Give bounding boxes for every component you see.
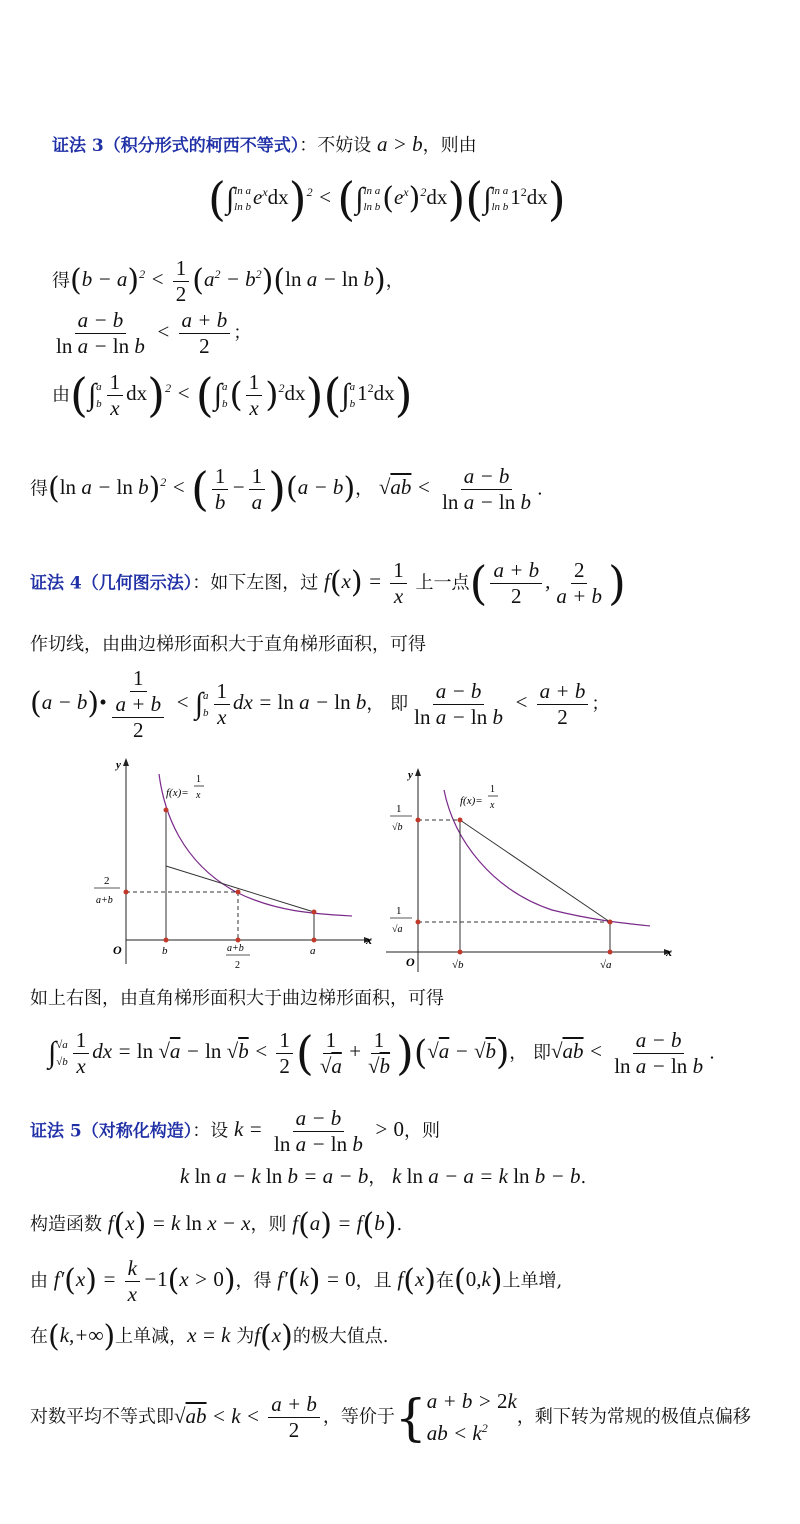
method5-title: 证法 5（对称化构造）: [30, 1121, 193, 1142]
ji-text: 即: [390, 693, 409, 715]
construct-text-1: 构造函数: [30, 1213, 108, 1235]
y-tick1-den: √b: [392, 822, 403, 833]
final-line: 对数平均不等式即√ab < k < $\frac{a + b}{2}$ ，等价于 { a + b > 2k ab < $k^2$ ，剩下转为常规的极值点偏移: [30, 1388, 751, 1447]
y-tick1-num: 1: [396, 803, 402, 815]
method4-heading-line: 证法 4（几何图示法）：如下左图，过 f(x) = $\frac{1}{x}$ 上一点( $\frac{a + b}{2}$ , $\frac{2}{a + b}$ ): [30, 556, 626, 611]
period-3: .: [580, 1167, 587, 1188]
wei-text: 为: [236, 1325, 255, 1347]
method3-intro-text: 不妨设: [317, 135, 377, 156]
x-tick-a: a: [310, 945, 316, 957]
x-tick-mid-den: 2: [235, 960, 240, 971]
method4-title: 证法 4（几何图示法）: [30, 573, 193, 594]
method4-line2: 作切线，由曲边梯形面积大于直角梯形面积，可得: [30, 634, 426, 655]
x-tick-sqrt-a: √a: [600, 959, 612, 971]
method3-title: 证法 3（积分形式的柯西不等式）: [52, 136, 300, 156]
you-text: 由: [52, 384, 70, 406]
period-2: .: [709, 1042, 715, 1064]
log-mean-le-arith-mean: $\frac{a - b}{\text{ln a − ln b}}$ < $\frac{a + b}{2}$ ；: [56, 308, 252, 358]
function-label-right: f(x)=: [460, 795, 483, 807]
geometric-mean-inequality: 得(ln a − ln b)$^2$ < ( $\frac{1}{b}$ − $\frac{1}{a}$ )(a − b)， √ab < $\frac{a - b}{\text{ln a − ln b}}$ .: [30, 462, 543, 517]
method5-heading-line: 证法 5（对称化构造）：设 k = $\frac{a - b}{\text{ln a − ln b}}$ > 0，则: [30, 1106, 441, 1156]
method3-intro-text-2: ，则由: [422, 135, 477, 156]
comma-3: ，: [366, 693, 385, 715]
condition-a-gt-b: a > b: [376, 132, 423, 156]
right-graph: [382, 760, 682, 980]
y-tick-num: 2: [104, 875, 110, 887]
method4-intro-2: 上一点: [409, 572, 470, 594]
trapezoid-inequality: (a − b)• $\frac{1}{\frac{a + b}{2}}$ < ∫ a b $\frac{1}{x}$ dx = ln a − ln b， 即 $\frac{a - b}{\text{ln a − ln b}}$ < $\frac{a + b}{2}$ ；: [30, 666, 610, 742]
colon: ：: [299, 135, 318, 156]
de-text-3: ，得: [235, 1270, 278, 1292]
de-text: 得: [52, 270, 70, 292]
function-label: f(x)=: [166, 787, 189, 799]
ji-text-2: 即: [533, 1042, 551, 1064]
function-frac-num-right: 1: [490, 784, 495, 795]
construct-function-line: 构造函数 f(x) = k ln x − x，则 f(a) = f(b).: [30, 1207, 403, 1242]
comma-5: ，: [368, 1167, 387, 1188]
y-axis-label-right: y: [408, 769, 413, 781]
comma-2: ，: [355, 478, 374, 500]
derived-inequality-1: 得$(b - a)^2$ < $\frac{1}{2}$ $(a^2 - b^2)(\ln$ a − ln b)，: [52, 256, 404, 306]
final-text-1: 对数平均不等式即: [30, 1406, 174, 1428]
y-axis-label: y: [116, 759, 121, 771]
x-tick-mid-num: a+b: [227, 943, 244, 954]
derivative-line: 由 f′(x) = $\frac{k}{x}$ −1(x > 0)，得 f′(k) = 0，且 f(x)在(0,k)上单增,: [30, 1256, 563, 1306]
zai-text-2: 在: [30, 1325, 48, 1347]
comma-4: ，: [509, 1042, 528, 1064]
semicolon-2: ；: [591, 693, 610, 715]
function-frac-den: x: [196, 790, 201, 801]
symmetric-equation: k ln a − k ln b = a − b， k ln a − a = k ln b − b.: [180, 1164, 587, 1188]
period-4: .: [396, 1213, 403, 1235]
final-text-2: ，等价于: [322, 1406, 395, 1428]
origin-label-right: O: [406, 955, 415, 969]
colon-3: ：: [192, 1120, 211, 1142]
increasing-text: 上单增,: [502, 1270, 563, 1292]
method4-intro-1: 如下左图，过: [210, 572, 324, 594]
you-text-2: 由: [30, 1270, 54, 1292]
method5-intro-1: 设: [210, 1120, 234, 1142]
int-lower: ln b: [234, 201, 251, 213]
decreasing-line: 在(k,+∞)上单减，x = k 为f(x)的极大值点.: [30, 1319, 389, 1354]
period: .: [536, 478, 543, 500]
final-text-3: ，剩下转为常规的极值点偏移: [516, 1406, 751, 1428]
x-axis-label-right: x: [666, 945, 672, 959]
origin-label: O: [113, 943, 122, 957]
int-upper: ln a: [234, 184, 251, 197]
comma: ，: [385, 270, 404, 292]
cauchy-schwarz-inequality: (∫ ln a ln b $e^xdx)^2$ < (∫ ln a ln b $(e^x)^2dx)(\int$ ln a ln b $1^2dx$): [208, 172, 566, 226]
function-frac-num: 1: [196, 774, 201, 785]
method4-right-intro: 如上右图，由直角梯形面积大于曲边梯形面积，可得: [30, 988, 444, 1009]
function-frac-den-right: x: [490, 800, 495, 811]
x-tick-sqrt-b: √b: [452, 959, 464, 971]
y-tick2-num: 1: [396, 905, 402, 917]
de-text-2: 得: [30, 478, 48, 500]
qie-text: ，且: [355, 1270, 398, 1292]
method5-intro-2: ，则: [404, 1120, 441, 1142]
right-trapezoid-inequality: ∫ √a √b $\frac{1}{x}$ dx = ln √a − ln √b < $\frac{1}{2}$ ( $\frac{1}{√a}$ + $\frac{1}{√b}$ )(√a − √b)， 即√ab < $\frac{a - b}{\text{ln a − ln b}}$ .: [48, 1026, 715, 1081]
y-tick2-den: √a: [392, 924, 403, 935]
method3-heading-line: [52, 134, 477, 155]
y-tick-den: a+b: [96, 895, 113, 906]
x-axis-label: x: [366, 933, 372, 947]
zai-text: 在: [436, 1270, 454, 1292]
x-tick-b: b: [162, 945, 168, 957]
construct-text-2: ，则: [250, 1213, 293, 1235]
semicolon: ；: [233, 322, 252, 343]
colon-2: ：: [192, 572, 211, 594]
left-graph: [86, 752, 376, 984]
decreasing-text: 上单减，: [115, 1325, 188, 1347]
cauchy-schwarz-2: 由(∫ a b $\frac{1}{x}$ dx)$^2$ < (∫ a b ( $\frac{1}{x}$ )$^2$dx)(∫ a b $1^2dx$): [52, 368, 413, 423]
extreme-text: 的极大值点.: [292, 1325, 389, 1347]
